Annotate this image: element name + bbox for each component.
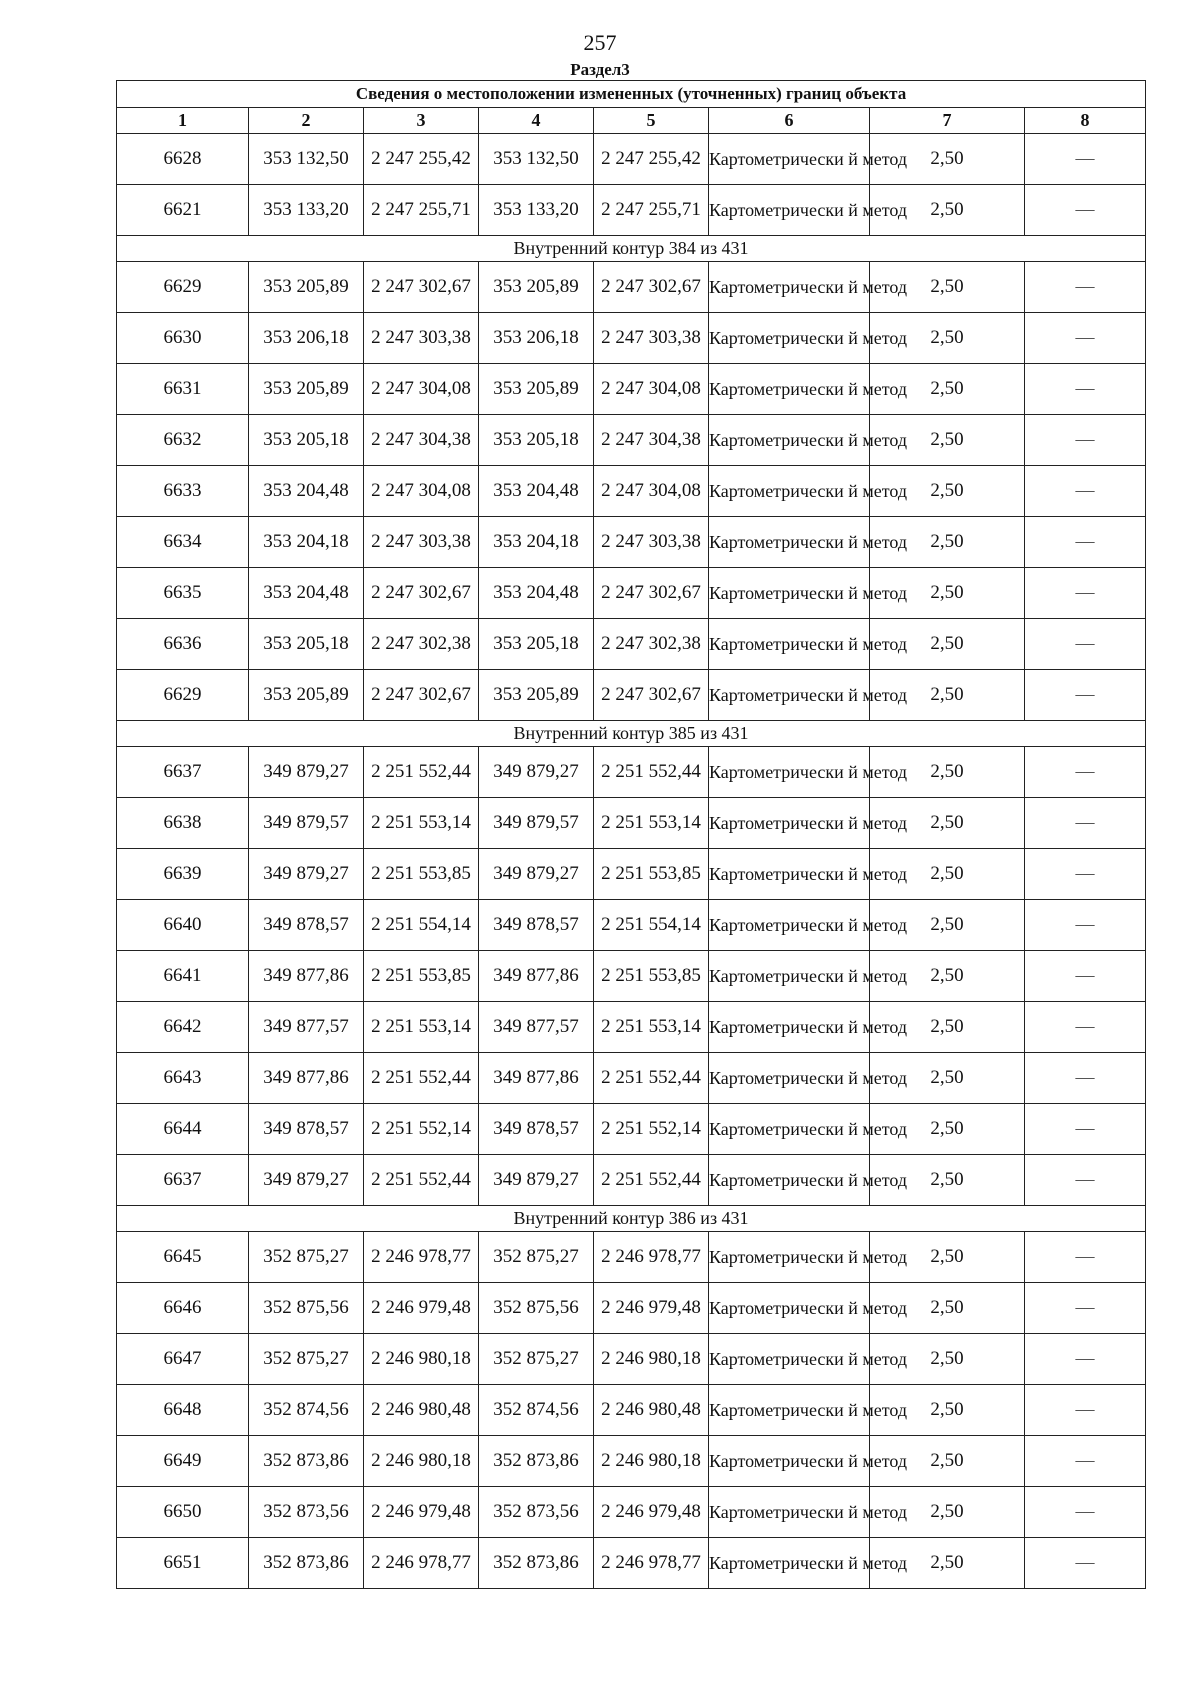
accuracy-cell: 2,50 <box>870 798 1025 849</box>
method-cell: Картометрически й метод <box>709 670 870 721</box>
x-old-cell: 353 205,18 <box>249 619 364 670</box>
note-cell: — <box>1025 900 1146 951</box>
x-old-cell: 352 875,27 <box>249 1334 364 1385</box>
y-new-cell: 2 251 553,14 <box>594 798 709 849</box>
method-cell: Картометрически й метод <box>709 364 870 415</box>
accuracy-cell: 2,50 <box>870 364 1025 415</box>
accuracy-cell: 2,50 <box>870 1104 1025 1155</box>
x-old-cell: 349 879,27 <box>249 849 364 900</box>
table-row <box>117 185 1146 236</box>
x-new-cell: 353 204,18 <box>479 517 594 568</box>
y-old-cell: 2 251 553,85 <box>364 849 479 900</box>
accuracy-cell: 2,50 <box>870 1053 1025 1104</box>
column-number-row <box>117 108 1146 134</box>
contour-row <box>117 236 1146 262</box>
y-old-cell: 2 251 553,14 <box>364 1002 479 1053</box>
note-cell: — <box>1025 466 1146 517</box>
note-cell: — <box>1025 364 1146 415</box>
x-old-cell: 353 206,18 <box>249 313 364 364</box>
x-new-cell: 349 879,57 <box>479 798 594 849</box>
x-old-cell: 349 877,86 <box>249 951 364 1002</box>
x-new-cell: 352 875,27 <box>479 1334 594 1385</box>
section-title: Раздел3 <box>570 60 630 79</box>
table-row <box>117 1155 1146 1206</box>
y-new-cell: 2 251 553,85 <box>594 849 709 900</box>
page-number: 257 <box>583 30 617 55</box>
y-new-cell: 2 247 302,67 <box>594 568 709 619</box>
point-number-cell: 6636 <box>117 619 249 670</box>
x-new-cell: 353 133,20 <box>479 185 594 236</box>
x-old-cell: 349 879,27 <box>249 747 364 798</box>
note-cell: — <box>1025 568 1146 619</box>
contour-label: Внутренний контур 384 из 431 <box>117 236 1146 262</box>
table-row <box>117 415 1146 466</box>
method-cell: Картометрически й метод <box>709 313 870 364</box>
table-row <box>117 798 1146 849</box>
x-old-cell: 353 204,48 <box>249 568 364 619</box>
note-cell: — <box>1025 849 1146 900</box>
x-old-cell: 352 873,86 <box>249 1436 364 1487</box>
y-new-cell: 2 251 554,14 <box>594 900 709 951</box>
y-old-cell: 2 247 302,67 <box>364 262 479 313</box>
column-number: 4 <box>479 108 594 134</box>
x-old-cell: 353 205,89 <box>249 364 364 415</box>
note-cell: — <box>1025 262 1146 313</box>
accuracy-cell: 2,50 <box>870 185 1025 236</box>
method-cell: Картометрически й метод <box>709 798 870 849</box>
point-number-cell: 6651 <box>117 1538 249 1589</box>
y-new-cell: 2 246 980,18 <box>594 1436 709 1487</box>
x-new-cell: 349 877,86 <box>479 951 594 1002</box>
table-body <box>117 134 1146 1589</box>
x-old-cell: 349 879,57 <box>249 798 364 849</box>
note-cell: — <box>1025 1002 1146 1053</box>
y-old-cell: 2 247 302,67 <box>364 568 479 619</box>
note-cell: — <box>1025 185 1146 236</box>
note-cell: — <box>1025 517 1146 568</box>
table-row <box>117 849 1146 900</box>
x-new-cell: 353 132,50 <box>479 134 594 185</box>
table-row <box>117 1487 1146 1538</box>
y-old-cell: 2 246 980,18 <box>364 1436 479 1487</box>
point-number-cell: 6629 <box>117 262 249 313</box>
method-cell: Картометрически й метод <box>709 1232 870 1283</box>
y-old-cell: 2 247 303,38 <box>364 517 479 568</box>
y-new-cell: 2 251 553,14 <box>594 1002 709 1053</box>
table-row <box>117 1232 1146 1283</box>
table-row <box>117 1385 1146 1436</box>
table-title: Сведения о местоположении измененных (уточненных) границ объекта <box>117 81 1146 108</box>
x-new-cell: 353 205,89 <box>479 670 594 721</box>
y-old-cell: 2 251 554,14 <box>364 900 479 951</box>
y-old-cell: 2 251 553,85 <box>364 951 479 1002</box>
point-number-cell: 6628 <box>117 134 249 185</box>
y-new-cell: 2 246 978,77 <box>594 1232 709 1283</box>
method-cell: Картометрически й метод <box>709 415 870 466</box>
x-new-cell: 353 205,89 <box>479 364 594 415</box>
contour-row <box>117 1206 1146 1232</box>
method-cell: Картометрически й метод <box>709 185 870 236</box>
method-cell: Картометрически й метод <box>709 1104 870 1155</box>
point-number-cell: 6648 <box>117 1385 249 1436</box>
note-cell: — <box>1025 747 1146 798</box>
accuracy-cell: 2,50 <box>870 517 1025 568</box>
note-cell: — <box>1025 1334 1146 1385</box>
point-number-cell: 6644 <box>117 1104 249 1155</box>
x-new-cell: 353 206,18 <box>479 313 594 364</box>
y-old-cell: 2 251 552,44 <box>364 1053 479 1104</box>
y-new-cell: 2 246 978,77 <box>594 1538 709 1589</box>
accuracy-cell: 2,50 <box>870 415 1025 466</box>
table-row <box>117 619 1146 670</box>
point-number-cell: 6632 <box>117 415 249 466</box>
x-new-cell: 349 879,27 <box>479 849 594 900</box>
table-row <box>117 134 1146 185</box>
y-new-cell: 2 247 303,38 <box>594 517 709 568</box>
y-old-cell: 2 246 978,77 <box>364 1232 479 1283</box>
column-number: 6 <box>709 108 870 134</box>
note-cell: — <box>1025 1538 1146 1589</box>
x-new-cell: 349 879,27 <box>479 1155 594 1206</box>
x-new-cell: 352 873,86 <box>479 1538 594 1589</box>
accuracy-cell: 2,50 <box>870 670 1025 721</box>
method-cell: Картометрически й метод <box>709 517 870 568</box>
method-cell: Картометрически й метод <box>709 1436 870 1487</box>
accuracy-cell: 2,50 <box>870 313 1025 364</box>
x-old-cell: 353 132,50 <box>249 134 364 185</box>
table-row <box>117 364 1146 415</box>
table-row <box>117 1538 1146 1589</box>
x-new-cell: 352 874,56 <box>479 1385 594 1436</box>
x-new-cell: 349 877,57 <box>479 1002 594 1053</box>
y-old-cell: 2 251 552,44 <box>364 1155 479 1206</box>
note-cell: — <box>1025 134 1146 185</box>
method-cell: Картометрически й метод <box>709 1538 870 1589</box>
note-cell: — <box>1025 1053 1146 1104</box>
note-cell: — <box>1025 1436 1146 1487</box>
x-old-cell: 352 874,56 <box>249 1385 364 1436</box>
point-number-cell: 6634 <box>117 517 249 568</box>
note-cell: — <box>1025 670 1146 721</box>
table-row <box>117 1002 1146 1053</box>
x-new-cell: 349 878,57 <box>479 900 594 951</box>
coordinates-table <box>116 80 1146 1589</box>
x-new-cell: 353 205,89 <box>479 262 594 313</box>
note-cell: — <box>1025 619 1146 670</box>
note-cell: — <box>1025 1104 1146 1155</box>
table-row <box>117 900 1146 951</box>
x-old-cell: 353 133,20 <box>249 185 364 236</box>
table-row <box>117 313 1146 364</box>
x-new-cell: 349 878,57 <box>479 1104 594 1155</box>
y-new-cell: 2 251 552,14 <box>594 1104 709 1155</box>
note-cell: — <box>1025 951 1146 1002</box>
note-cell: — <box>1025 1487 1146 1538</box>
y-new-cell: 2 251 552,44 <box>594 1053 709 1104</box>
method-cell: Картометрически й метод <box>709 1334 870 1385</box>
accuracy-cell: 2,50 <box>870 466 1025 517</box>
x-new-cell: 349 877,86 <box>479 1053 594 1104</box>
accuracy-cell: 2,50 <box>870 951 1025 1002</box>
y-old-cell: 2 246 980,18 <box>364 1334 479 1385</box>
accuracy-cell: 2,50 <box>870 1232 1025 1283</box>
y-new-cell: 2 246 979,48 <box>594 1283 709 1334</box>
note-cell: — <box>1025 415 1146 466</box>
y-new-cell: 2 247 302,38 <box>594 619 709 670</box>
table-row <box>117 951 1146 1002</box>
y-old-cell: 2 251 553,14 <box>364 798 479 849</box>
x-old-cell: 352 873,56 <box>249 1487 364 1538</box>
point-number-cell: 6629 <box>117 670 249 721</box>
x-old-cell: 349 879,27 <box>249 1155 364 1206</box>
note-cell: — <box>1025 1232 1146 1283</box>
y-old-cell: 2 251 552,14 <box>364 1104 479 1155</box>
note-cell: — <box>1025 313 1146 364</box>
accuracy-cell: 2,50 <box>870 900 1025 951</box>
table-row <box>117 466 1146 517</box>
contour-label: Внутренний контур 385 из 431 <box>117 721 1146 747</box>
accuracy-cell: 2,50 <box>870 1538 1025 1589</box>
x-old-cell: 353 204,48 <box>249 466 364 517</box>
column-number: 2 <box>249 108 364 134</box>
contour-row <box>117 721 1146 747</box>
point-number-cell: 6631 <box>117 364 249 415</box>
y-new-cell: 2 247 302,67 <box>594 670 709 721</box>
point-number-cell: 6621 <box>117 185 249 236</box>
method-cell: Картометрически й метод <box>709 1283 870 1334</box>
method-cell: Картометрически й метод <box>709 134 870 185</box>
point-number-cell: 6646 <box>117 1283 249 1334</box>
y-new-cell: 2 251 552,44 <box>594 1155 709 1206</box>
y-old-cell: 2 247 255,42 <box>364 134 479 185</box>
accuracy-cell: 2,50 <box>870 1155 1025 1206</box>
y-old-cell: 2 246 980,48 <box>364 1385 479 1436</box>
method-cell: Картометрически й метод <box>709 1155 870 1206</box>
method-cell: Картометрически й метод <box>709 1053 870 1104</box>
y-old-cell: 2 247 255,71 <box>364 185 479 236</box>
accuracy-cell: 2,50 <box>870 1436 1025 1487</box>
y-old-cell: 2 247 302,67 <box>364 670 479 721</box>
note-cell: — <box>1025 1155 1146 1206</box>
table-row <box>117 1053 1146 1104</box>
y-new-cell: 2 246 980,48 <box>594 1385 709 1436</box>
y-new-cell: 2 247 255,71 <box>594 185 709 236</box>
x-new-cell: 353 205,18 <box>479 619 594 670</box>
accuracy-cell: 2,50 <box>870 568 1025 619</box>
point-number-cell: 6639 <box>117 849 249 900</box>
y-old-cell: 2 247 304,08 <box>364 364 479 415</box>
note-cell: — <box>1025 1283 1146 1334</box>
table-row <box>117 1104 1146 1155</box>
x-old-cell: 349 877,86 <box>249 1053 364 1104</box>
x-old-cell: 353 205,18 <box>249 415 364 466</box>
y-new-cell: 2 247 304,08 <box>594 364 709 415</box>
y-old-cell: 2 246 978,77 <box>364 1538 479 1589</box>
accuracy-cell: 2,50 <box>870 1334 1025 1385</box>
column-number: 1 <box>117 108 249 134</box>
y-old-cell: 2 247 304,08 <box>364 466 479 517</box>
y-new-cell: 2 251 552,44 <box>594 747 709 798</box>
x-old-cell: 349 878,57 <box>249 900 364 951</box>
x-old-cell: 353 205,89 <box>249 262 364 313</box>
table-row <box>117 747 1146 798</box>
accuracy-cell: 2,50 <box>870 134 1025 185</box>
x-old-cell: 353 204,18 <box>249 517 364 568</box>
method-cell: Картометрически й метод <box>709 568 870 619</box>
accuracy-cell: 2,50 <box>870 1283 1025 1334</box>
method-cell: Картометрически й метод <box>709 466 870 517</box>
y-old-cell: 2 247 302,38 <box>364 619 479 670</box>
point-number-cell: 6637 <box>117 747 249 798</box>
y-new-cell: 2 247 302,67 <box>594 262 709 313</box>
point-number-cell: 6637 <box>117 1155 249 1206</box>
y-old-cell: 2 247 304,38 <box>364 415 479 466</box>
x-old-cell: 349 878,57 <box>249 1104 364 1155</box>
table-row <box>117 517 1146 568</box>
method-cell: Картометрически й метод <box>709 1002 870 1053</box>
table-row <box>117 568 1146 619</box>
x-new-cell: 352 873,86 <box>479 1436 594 1487</box>
point-number-cell: 6638 <box>117 798 249 849</box>
point-number-cell: 6635 <box>117 568 249 619</box>
point-number-cell: 6647 <box>117 1334 249 1385</box>
note-cell: — <box>1025 798 1146 849</box>
table-row <box>117 1436 1146 1487</box>
method-cell: Картометрически й метод <box>709 262 870 313</box>
x-old-cell: 352 873,86 <box>249 1538 364 1589</box>
x-new-cell: 352 873,56 <box>479 1487 594 1538</box>
y-old-cell: 2 246 979,48 <box>364 1487 479 1538</box>
y-old-cell: 2 251 552,44 <box>364 747 479 798</box>
y-new-cell: 2 247 304,08 <box>594 466 709 517</box>
y-new-cell: 2 247 255,42 <box>594 134 709 185</box>
point-number-cell: 6642 <box>117 1002 249 1053</box>
accuracy-cell: 2,50 <box>870 619 1025 670</box>
x-old-cell: 349 877,57 <box>249 1002 364 1053</box>
table-row <box>117 1283 1146 1334</box>
column-number: 8 <box>1025 108 1146 134</box>
method-cell: Картометрически й метод <box>709 747 870 798</box>
x-new-cell: 353 204,48 <box>479 466 594 517</box>
column-number: 5 <box>594 108 709 134</box>
accuracy-cell: 2,50 <box>870 849 1025 900</box>
table-row <box>117 1334 1146 1385</box>
x-new-cell: 353 205,18 <box>479 415 594 466</box>
point-number-cell: 6645 <box>117 1232 249 1283</box>
y-new-cell: 2 246 979,48 <box>594 1487 709 1538</box>
x-old-cell: 352 875,27 <box>249 1232 364 1283</box>
point-number-cell: 6641 <box>117 951 249 1002</box>
y-new-cell: 2 247 303,38 <box>594 313 709 364</box>
method-cell: Картометрически й метод <box>709 900 870 951</box>
x-new-cell: 353 204,48 <box>479 568 594 619</box>
accuracy-cell: 2,50 <box>870 262 1025 313</box>
method-cell: Картометрически й метод <box>709 951 870 1002</box>
point-number-cell: 6630 <box>117 313 249 364</box>
x-new-cell: 352 875,27 <box>479 1232 594 1283</box>
column-number: 3 <box>364 108 479 134</box>
point-number-cell: 6650 <box>117 1487 249 1538</box>
table-row <box>117 262 1146 313</box>
accuracy-cell: 2,50 <box>870 1487 1025 1538</box>
contour-label: Внутренний контур 386 из 431 <box>117 1206 1146 1232</box>
point-number-cell: 6649 <box>117 1436 249 1487</box>
point-number-cell: 6640 <box>117 900 249 951</box>
table-row <box>117 670 1146 721</box>
point-number-cell: 6633 <box>117 466 249 517</box>
y-old-cell: 2 246 979,48 <box>364 1283 479 1334</box>
x-old-cell: 352 875,56 <box>249 1283 364 1334</box>
method-cell: Картометрически й метод <box>709 619 870 670</box>
note-cell: — <box>1025 1385 1146 1436</box>
x-old-cell: 353 205,89 <box>249 670 364 721</box>
accuracy-cell: 2,50 <box>870 1002 1025 1053</box>
point-number-cell: 6643 <box>117 1053 249 1104</box>
y-old-cell: 2 247 303,38 <box>364 313 479 364</box>
column-number: 7 <box>870 108 1025 134</box>
x-new-cell: 352 875,56 <box>479 1283 594 1334</box>
accuracy-cell: 2,50 <box>870 1385 1025 1436</box>
y-new-cell: 2 246 980,18 <box>594 1334 709 1385</box>
method-cell: Картометрически й метод <box>709 1385 870 1436</box>
method-cell: Картометрически й метод <box>709 1487 870 1538</box>
x-new-cell: 349 879,27 <box>479 747 594 798</box>
y-new-cell: 2 247 304,38 <box>594 415 709 466</box>
method-cell: Картометрически й метод <box>709 849 870 900</box>
accuracy-cell: 2,50 <box>870 747 1025 798</box>
y-new-cell: 2 251 553,85 <box>594 951 709 1002</box>
